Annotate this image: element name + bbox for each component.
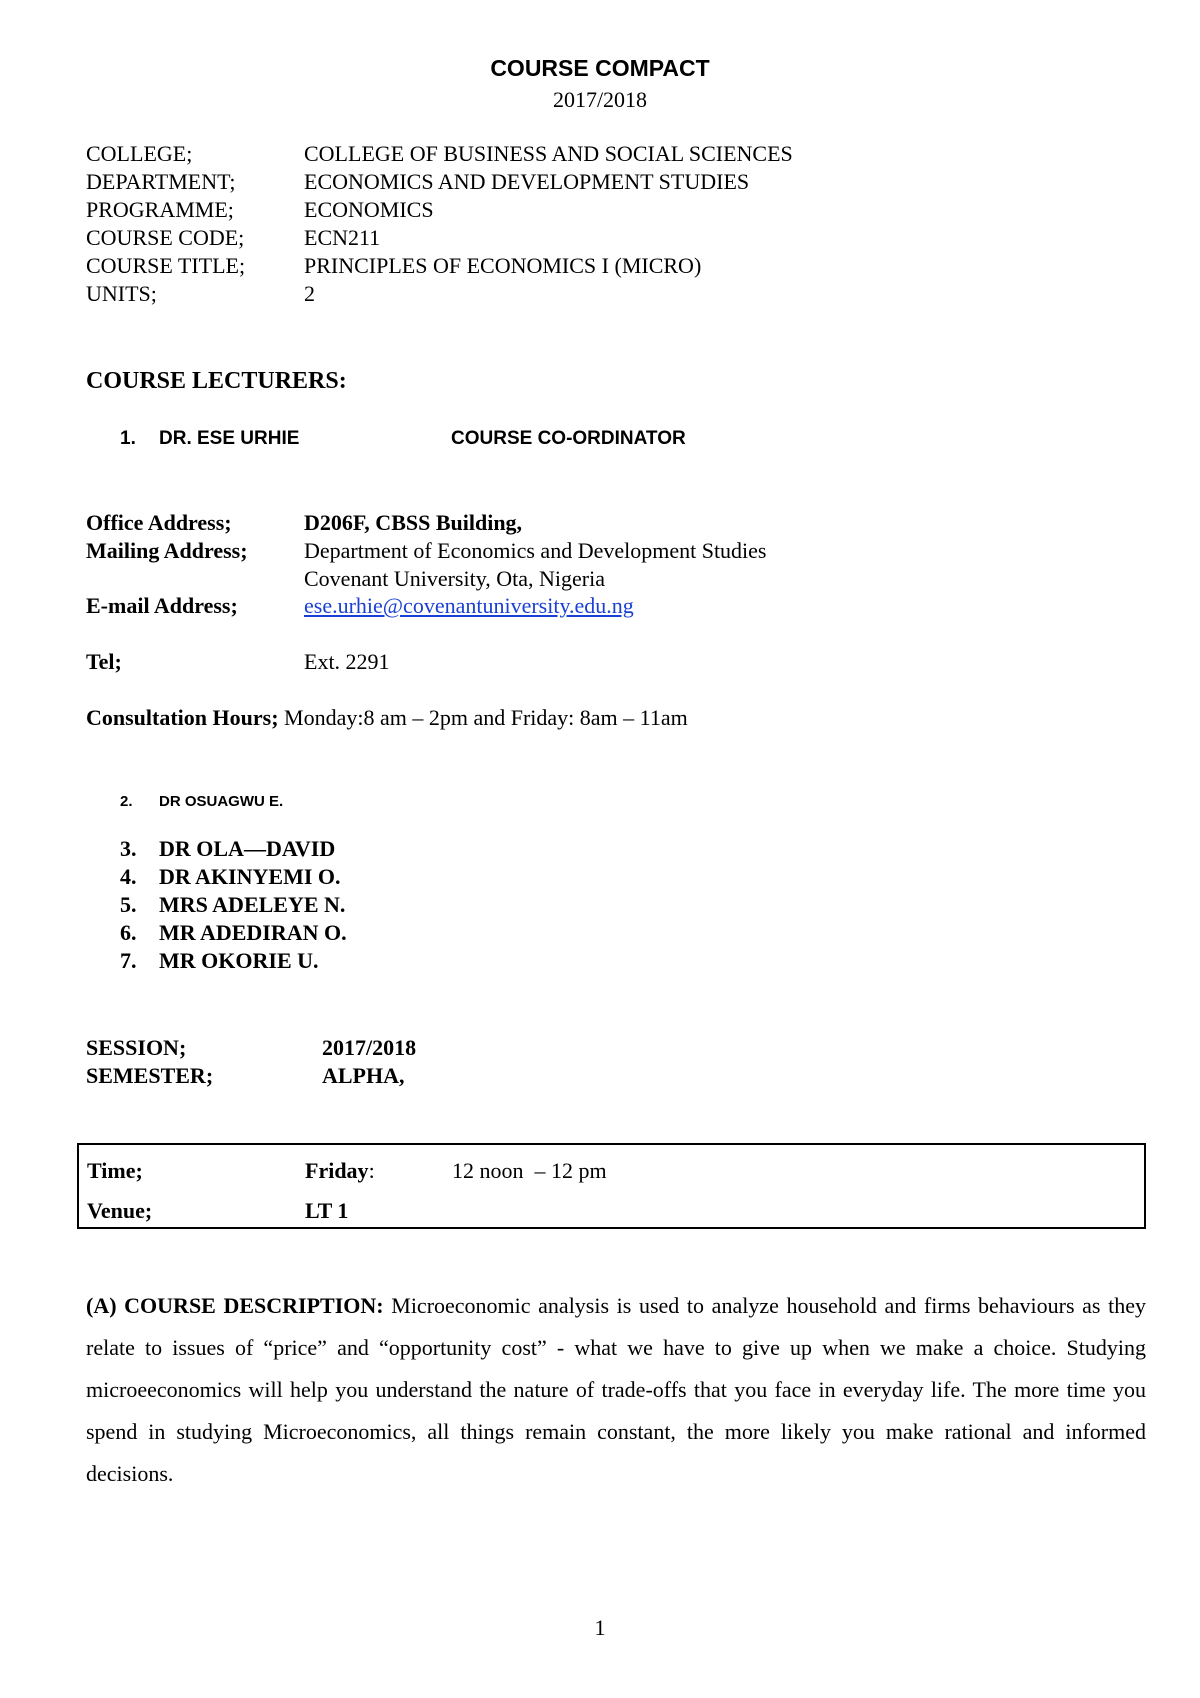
course-description-text: Microeconomic analysis is used to analyze household and firms behaviours as they relate to issues of “price” and “opportunity cost” - what we have to give up when we make a choice. Studying microeeconomics will help you understand the nature of trade-offs that you face in everyday life. The more time you spend in studying Microeconomics, all things remain constant, the more likely you make rational and informed decisions. [86, 1293, 1146, 1486]
session-value: 2017/2018 [322, 1035, 417, 1060]
time-label: Time; [87, 1158, 143, 1183]
lecturer-item-7 [120, 948, 319, 976]
list-number: 7. [120, 948, 137, 973]
session-label: SESSION; [86, 1035, 187, 1060]
consultation-hours-row [86, 704, 688, 732]
email-link[interactable]: ese.urhie@covenantuniversity.edu.ng [304, 593, 634, 618]
info-value: 2 [304, 281, 315, 306]
info-label: COURSE TITLE; [86, 253, 246, 278]
email-label: E-mail Address; [86, 593, 238, 618]
lecturer-name: MRS ADELEYE N. [159, 892, 346, 917]
mailing-address-line: Covenant University, Ota, Nigeria [304, 566, 605, 591]
list-number: 4. [120, 864, 137, 889]
day-wrap [305, 1157, 375, 1185]
venue-label: Venue; [87, 1198, 153, 1223]
semester-label: SEMESTER; [86, 1063, 214, 1088]
lecturer-name: MR OKORIE U. [159, 948, 319, 973]
info-value: PRINCIPLES OF ECONOMICS I (MICRO) [304, 253, 702, 278]
lecturer-item-6 [120, 920, 347, 948]
consultation-hours-label: Consultation Hours; [86, 705, 279, 730]
day-label: Friday [305, 1158, 369, 1183]
consultation-hours-value: Monday:8 am – 2pm and Friday: 8am – 11am [278, 705, 688, 730]
info-value: COLLEGE OF BUSINESS AND SOCIAL SCIENCES [304, 141, 793, 166]
day-colon: : [368, 1158, 375, 1183]
document-year: 2017/2018 [552, 87, 648, 112]
time-value: 12 noon – 12 pm [452, 1158, 607, 1183]
info-label: COLLEGE; [86, 141, 193, 166]
info-value: ECONOMICS [304, 197, 434, 222]
info-label: UNITS; [86, 281, 157, 306]
list-number: 3. [120, 836, 137, 861]
lecturer-name: MR ADEDIRAN O. [159, 920, 347, 945]
mailing-address-line: Department of Economics and Development Studies [304, 538, 767, 563]
lecturer-item-4 [120, 864, 341, 892]
lecturers-heading: COURSE LECTURERS: [86, 368, 347, 394]
info-label: PROGRAMME; [86, 197, 234, 222]
venue-value: LT 1 [305, 1198, 349, 1223]
list-number: 1. [120, 428, 136, 449]
course-description-heading: (A) COURSE DESCRIPTION: [86, 1293, 384, 1318]
lecturer-name: DR. ESE URHIE [159, 428, 300, 449]
page-number: 1 [594, 1615, 606, 1640]
lecturer-role: COURSE CO-ORDINATOR [451, 428, 686, 449]
course-description [86, 1285, 1146, 1495]
lecturer-item-1 [0, 428, 1200, 454]
lecturer-name: DR OSUAGWU E. [159, 793, 284, 810]
tel-label: Tel; [86, 649, 122, 674]
list-number: 2. [120, 793, 133, 810]
list-number: 5. [120, 892, 137, 917]
venue-row [87, 1197, 1127, 1225]
lecturer-item-3 [120, 836, 336, 864]
info-value: ECONOMICS AND DEVELOPMENT STUDIES [304, 169, 750, 194]
office-address-label: Office Address; [86, 510, 232, 535]
document-title: COURSE COMPACT [490, 55, 710, 81]
semester-value: ALPHA, [322, 1063, 405, 1088]
info-label: DEPARTMENT; [86, 169, 236, 194]
tel-value: Ext. 2291 [304, 649, 390, 674]
office-address-value: D206F, CBSS Building, [304, 510, 523, 535]
lecturer-name: DR AKINYEMI O. [159, 864, 341, 889]
lecturer-name: DR OLA—DAVID [159, 836, 336, 861]
list-number: 6. [120, 920, 137, 945]
schedule-box [77, 1143, 1146, 1229]
info-label: COURSE CODE; [86, 225, 245, 250]
time-row [87, 1157, 1127, 1185]
info-value: ECN211 [304, 225, 381, 250]
lecturer-item-5 [120, 892, 346, 920]
mailing-address-label: Mailing Address; [86, 538, 248, 563]
lecturer-item-2 [120, 793, 284, 810]
